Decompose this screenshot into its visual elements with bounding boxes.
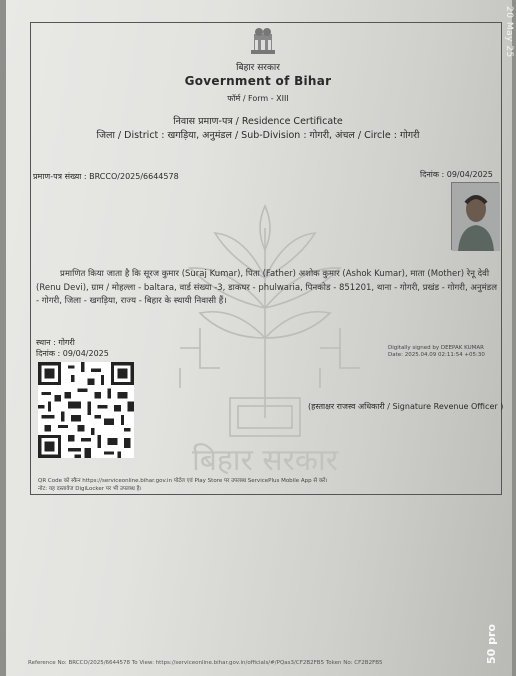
place-line: स्थान : गोगरी — [36, 338, 75, 347]
certificate-title: निवास प्रमाण-पत्र / Residence Certificate — [173, 116, 343, 127]
digital-signature — [388, 345, 485, 359]
certificate-body: प्रमाणित किया जाता है कि सूरज कुमार (Suraj Kumar), पिता (Father) अशोक कुमार (Ashok Kumar), माता (Mother) रेनू देवी (Renu Devi), ग्राम / मोहल्ला - baltara, वार्ड संख्या -3, डाकघर - phulwaria, पिनकोड - 851201, थाना - गोगरी, प्रखंड - गोगरी, अनुमंडल - गोगरी, जिला - खगड़िया, राज्य - बिहार के स्थायी निवासी हैं। — [36, 269, 497, 306]
watermark-text: बिहार सरकार — [191, 443, 339, 478]
camera-date-overlay: 20 May 25 — [504, 6, 514, 58]
issue-date: दिनांक : 09/04/2025 — [36, 349, 109, 358]
camera-brand-overlay: 50 pro — [485, 624, 498, 664]
qr-note-line1: QR Code को स्कैन https://serviceonline.bihar.gov.in पोर्टल एवं Play Store पर उपलब्ध ServicePlus Mobile App से करें। — [38, 478, 328, 484]
applicant-photo — [451, 182, 499, 250]
qr-note-line2: नोट: यह दस्तावेज DigiLocker पर भी उपलब्ध है। — [38, 486, 142, 492]
ashoka-emblem-icon — [243, 26, 283, 58]
location-line: जिला / District : खगड़िया, अनुमंडल / Sub-Division : गोगरी, अंचल / Circle : गोगरी — [96, 130, 420, 141]
digital-signature-date: Date: 2025.04.09 02:11:54 +05:30 — [388, 352, 485, 358]
government-title: Government of Bihar — [184, 74, 332, 88]
certificate-date: दिनांक : 09/04/2025 — [420, 170, 493, 179]
qr-code[interactable] — [38, 362, 134, 458]
person-photo-icon — [452, 183, 500, 251]
qr-instructions — [38, 477, 327, 493]
state-hindi-title: बिहार सरकार — [236, 63, 280, 73]
certificate-number: प्रमाण-पत्र संख्या : BRCCO/2025/6644578 — [33, 172, 179, 181]
signature-title: (हस्ताक्षर राजस्व अधिकारी / Signature Revenue Officer ) — [308, 402, 504, 411]
form-number: फॉर्म / Form - XIII — [227, 94, 289, 103]
reference-footer: Reference No: BRCCO/2025/6644578 To View: https://serviceonline.bihar.gov.in/officials/#/PQas3/CF2B2FB5 Token No: CF2B2FB5 — [28, 660, 383, 666]
bihar-emblem-watermark — [160, 188, 370, 480]
digital-signature-name: Digitally signed by DEEPAK KUMAR — [388, 345, 484, 351]
